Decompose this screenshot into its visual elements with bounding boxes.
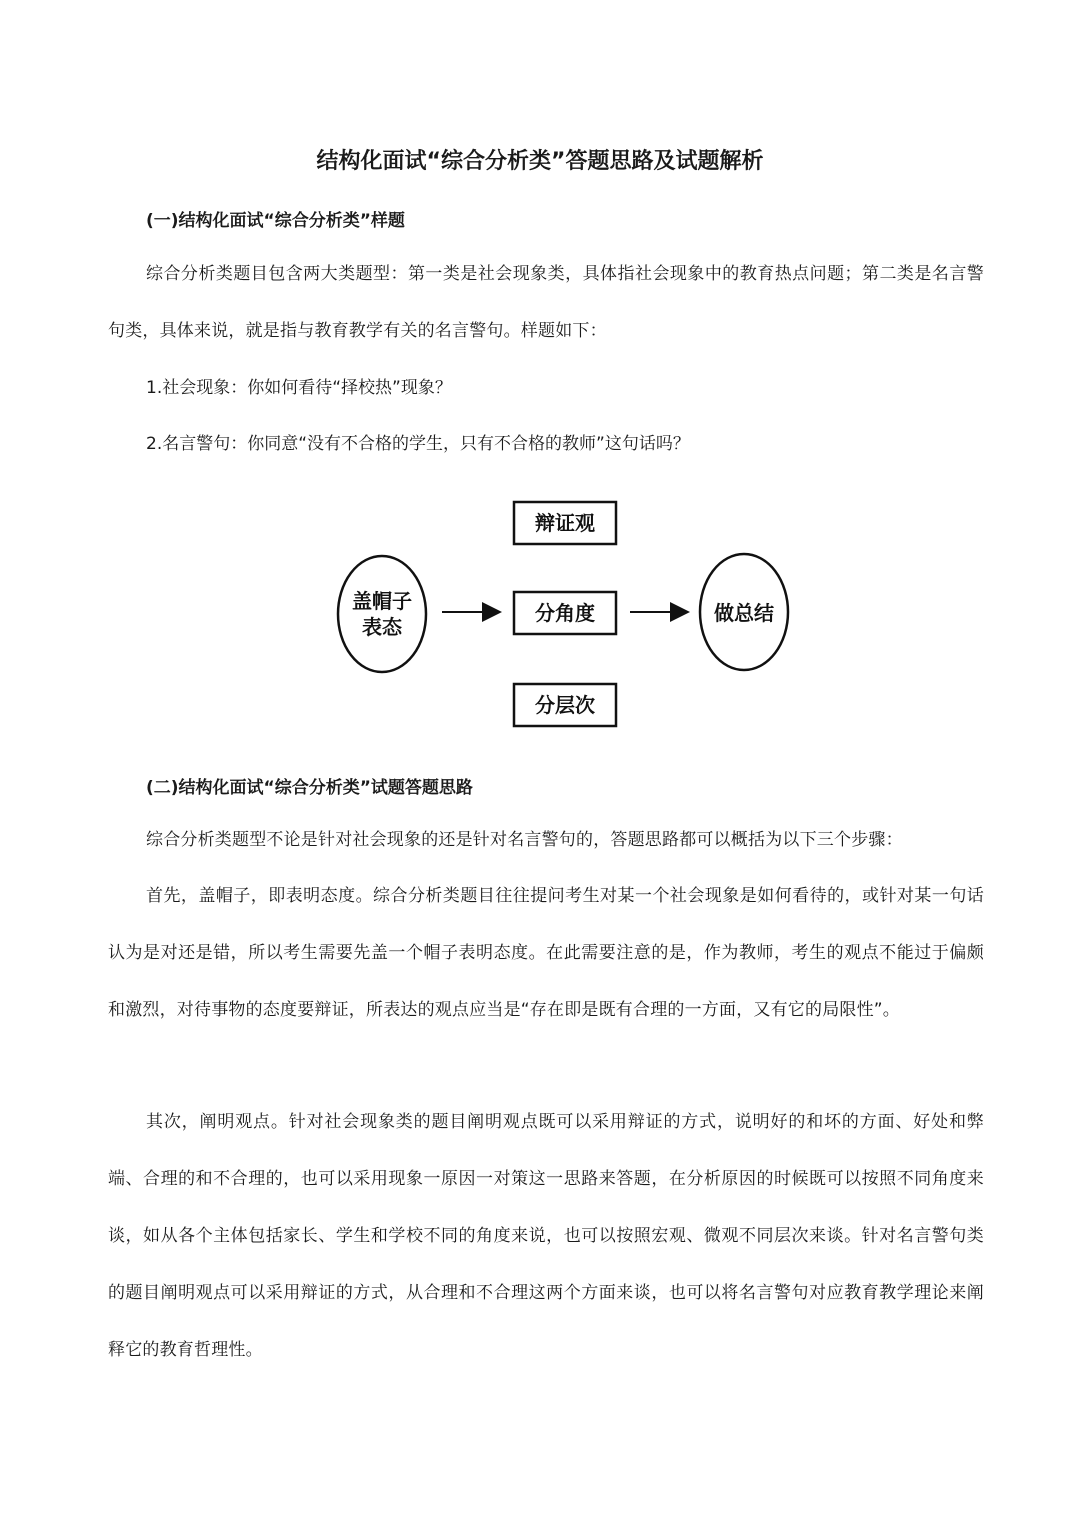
- section1-heading: (一)结构化面试“综合分析类”样题: [146, 211, 405, 231]
- middle-box-label: 分角度: [535, 601, 595, 625]
- start-label-line2: 表态: [362, 615, 402, 639]
- end-label: 做总结: [714, 601, 774, 625]
- top-box-label: 辩证观: [535, 511, 595, 535]
- sample-question-2: 2.名言警句：你同意“没有不合格的学生，只有不合格的教师”这句话吗？: [146, 434, 690, 454]
- section2-paragraph-1: 综合分析类题型不论是针对社会现象的还是针对名言警句的，答题思路都可以概括为以下三个步骤：: [146, 830, 903, 850]
- section2-heading: (二)结构化面试“综合分析类”试题答题思路: [146, 778, 473, 798]
- page-title: 结构化面试“综合分析类”答题思路及试题解析: [316, 149, 764, 174]
- start-label-line1: 盖帽子: [352, 589, 412, 613]
- start-ellipse: [338, 556, 426, 672]
- answer-flow-diagram: [330, 490, 800, 740]
- bottom-box-label: 分层次: [535, 693, 595, 717]
- section2-paragraph-2: 首先，盖帽子，即表明态度。综合分析类题目往往提问考生对某一个社会现象是如何看待的，或针对某一句话认为是对还是错，所以考生需要先盖一个帽子表明态度。在此需要注意的是，作为教师，考生的观点不能过于偏颇和激烈，对待事物的态度要辩证，所表达的观点应当是“存在即是既有合理的一方面，又有它的局限性”。: [108, 886, 984, 1020]
- section2-paragraph-3: 其次，阐明观点。针对社会现象类的题目阐明观点既可以采用辩证的方式，说明好的和坏的方面、好处和弊端、合理的和不合理的，也可以采用现象一原因一对策这一思路来答题，在分析原因的时候既可以按照不同角度来谈，如从各个主体包括家长、学生和学校不同的角度来说，也可以按照宏观、微观不同层次来谈。针对名言警句类的题目阐明观点可以采用辩证的方式，从合理和不合理这两个方面来谈，也可以将名言警句对应教育教学理论来阐释它的教育哲理性。: [108, 1112, 984, 1360]
- section1-intro: 综合分析类题目包含两大类题型：第一类是社会现象类，具体指社会现象中的教育热点问题；第二类是名言警句类，具体来说，就是指与教育教学有关的名言警句。样题如下：: [108, 264, 984, 341]
- sample-question-1: 1.社会现象：你如何看待“择校热”现象？: [146, 378, 452, 398]
